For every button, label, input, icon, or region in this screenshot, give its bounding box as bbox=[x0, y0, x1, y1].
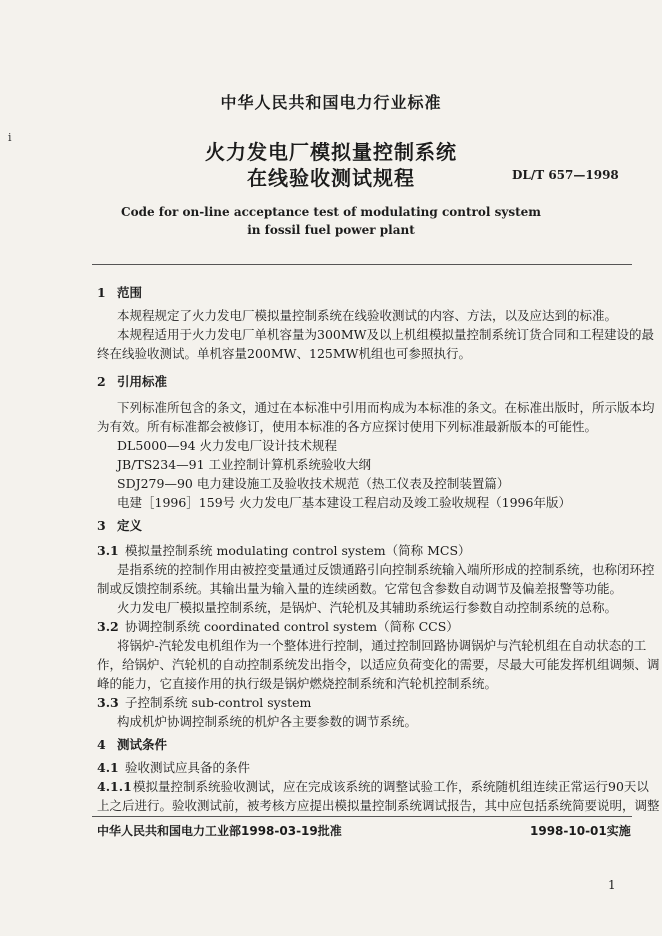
item-4-1-1-line2: 上之后进行。验收测试前，被考核方应提出模拟量控制系统调试报告，其中应包括系统简要说明，调整 bbox=[97, 798, 660, 813]
definition-3-3-number: 3.3 bbox=[97, 695, 119, 710]
reference-item: SDJ279—90 电力建设施工及验收技术规范（热工仪表及控制装置篇） bbox=[117, 476, 510, 491]
subsection-4-1-heading: 验收测试应具备的条件 bbox=[125, 760, 251, 775]
section-2-number: 2 bbox=[97, 374, 106, 389]
document-title-line1: 火力发电厂模拟量控制系统 bbox=[205, 140, 457, 164]
section-2-heading: 引用标准 bbox=[117, 374, 168, 389]
approval-line: 中华人民共和国电力工业部1998-03-19批准 bbox=[97, 824, 342, 838]
reference-item: DL5000—94 火力发电厂设计技术规程 bbox=[117, 438, 338, 453]
margin-mark: ⅰ bbox=[8, 131, 12, 144]
item-4-1-1-line1: 模拟量控制系统验收测试，应在完成该系统的调整试验工作，系统随机组连续正常运行90天以 bbox=[133, 779, 649, 794]
english-title-line2: in fossil fuel power plant bbox=[247, 223, 415, 237]
section-4-number: 4 bbox=[97, 737, 106, 752]
definition-3-2-term: 协调控制系统 coordinated control system（简称 CCS） bbox=[125, 619, 459, 634]
effective-date: 1998-10-01实施 bbox=[530, 824, 631, 838]
document-title-line2: 在线验收测试规程 bbox=[247, 166, 415, 190]
footer-divider bbox=[92, 816, 632, 817]
section-1-paragraph-2-line1: 本规程适用于火力发电厂单机容量为300MW及以上机组模拟量控制系统订货合同和工程建设的最 bbox=[117, 327, 655, 342]
header-divider bbox=[92, 264, 632, 265]
section-4-heading: 测试条件 bbox=[117, 737, 168, 752]
english-title-line1: Code for on-line acceptance test of modulating control system bbox=[121, 205, 541, 219]
definition-3-2-number: 3.2 bbox=[97, 619, 119, 634]
section-2-paragraph-line2: 为有效。所有标准都会被修订，使用本标准的各方应探讨使用下列标准最新版本的可能性。 bbox=[97, 419, 598, 434]
reference-item: 电建［1996］159号 火力发电厂基本建设工程启动及竣工验收规程（1996年版） bbox=[117, 495, 571, 510]
definition-3-3-term: 子控制系统 sub-control system bbox=[125, 695, 312, 710]
section-1-paragraph-1: 本规程规定了火力发电厂模拟量控制系统在线验收测试的内容、方法，以及应达到的标准。 bbox=[117, 308, 618, 323]
definition-3-3-line1: 构成机炉协调控制系统的机炉各主要参数的调节系统。 bbox=[117, 714, 418, 729]
section-3-number: 3 bbox=[97, 518, 106, 533]
definition-3-1-line2: 制或反馈控制系统。其输出量为输入量的连续函数。它常包含参数自动调节及偏差报警等功能。 bbox=[97, 581, 623, 596]
definition-3-2-line1: 将锅炉-汽轮发电机组作为一个整体进行控制，通过控制回路协调锅炉与汽轮机组在自动状态的工 bbox=[117, 638, 647, 653]
standard-code: DL/T 657—1998 bbox=[512, 168, 619, 182]
section-1-heading: 范围 bbox=[117, 285, 143, 300]
item-4-1-1-number: 4.1.1 bbox=[97, 779, 132, 794]
definition-3-1-line1: 是指系统的控制作用由被控变量通过反馈通路引向控制系统输入端所形成的控制系统，也称闭环控 bbox=[117, 562, 655, 577]
subsection-4-1-number: 4.1 bbox=[97, 760, 119, 775]
section-1-number: 1 bbox=[97, 285, 106, 300]
definition-3-1-term: 模拟量控制系统 modulating control system（简称 MCS） bbox=[125, 543, 471, 558]
reference-item: JB/TS234—91 工业控制计算机系统验收大纲 bbox=[117, 457, 372, 472]
issuer-title: 中华人民共和国电力行业标准 bbox=[220, 93, 442, 112]
section-3-heading: 定义 bbox=[117, 518, 143, 533]
definition-3-1-number: 3.1 bbox=[97, 543, 119, 558]
section-1-paragraph-2-line2: 终在线验收测试。单机容量200MW、125MW机组也可参照执行。 bbox=[97, 346, 472, 361]
section-2-paragraph-line1: 下列标准所包含的条文，通过在本标准中引用而构成为本标准的条文。在标准出版时，所示版本均 bbox=[117, 400, 655, 415]
page-number: 1 bbox=[608, 878, 616, 892]
definition-3-2-line2: 作，给锅炉、汽轮机的自动控制系统发出指令，以适应负荷变化的需要，尽最大可能发挥机组调频、调 bbox=[97, 657, 660, 672]
definition-3-2-line3: 峰的能力，它直接作用的执行级是锅炉燃烧控制系统和汽轮机控制系统。 bbox=[97, 676, 498, 691]
definition-3-1-line3: 火力发电厂模拟量控制系统，是锅炉、汽轮机及其辅助系统运行参数自动控制系统的总称。 bbox=[117, 600, 618, 615]
